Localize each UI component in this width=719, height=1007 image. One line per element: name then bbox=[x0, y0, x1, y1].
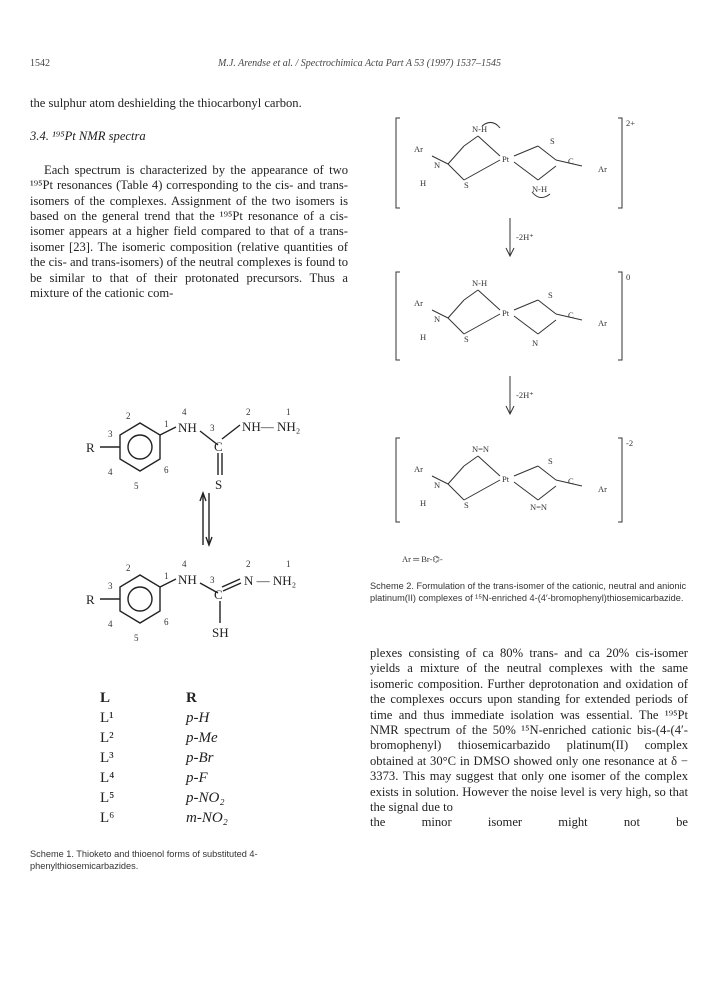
word: minor bbox=[421, 815, 452, 830]
scheme2-caption: Scheme 2. Formulation of the trans-isomer of the cationic, neutral and anionic platinum(II) complexes of ¹⁵N-enriched 4-(4′-bromophenyl)thiosemicarbazide. bbox=[370, 581, 687, 603]
s-label: S bbox=[550, 136, 555, 146]
n-label: N bbox=[532, 338, 539, 348]
substituent-cell: p-NO₂ bbox=[186, 790, 225, 806]
atom-num: 6 bbox=[164, 617, 169, 627]
running-title: M.J. Arendse et al. / Spectrochimica Acta Part A 53 (1997) 1537–1545 bbox=[218, 58, 501, 69]
table-row bbox=[100, 708, 228, 728]
table-row bbox=[100, 748, 228, 768]
continuation-paragraph-right: plexes consisting of ca 80% trans- and ca 20% cis-isomer yields a mixture of the neutral complexes with the same isomeric composition. Further deprotonation and oxidation of the complexes occurs upon standing for extended periods of time and thus immediate isolation was essential. The ¹⁹⁵Pt NMR spectrum of the 50% ¹⁵N-enriched cationic bis-(4-(4′-bromophenyl) thiosemicarbazido platinum(II) complex obtained at 30°C in DMSO showed only one resonance at δ − 3373. This may suggest that only one isomer of the complex exists in solution. However the noise level is very high, so that the signal due to bbox=[370, 646, 688, 815]
c-label: C bbox=[568, 310, 574, 320]
ligand-cell: L¹ bbox=[100, 710, 114, 726]
atom-num: 3 bbox=[108, 581, 113, 591]
atom-num: 4 bbox=[108, 619, 113, 629]
atom-num: 6 bbox=[164, 465, 169, 475]
ar-label: Ar bbox=[598, 484, 607, 494]
nh-label: N-H bbox=[532, 184, 548, 194]
atom-num: 2 bbox=[126, 411, 131, 421]
nh-label: N-H bbox=[472, 124, 488, 134]
table-row bbox=[100, 728, 228, 748]
pt-label: Pt bbox=[502, 308, 510, 318]
c-label-top: C bbox=[214, 439, 223, 454]
h-label: H bbox=[420, 332, 427, 342]
pt-label: Pt bbox=[502, 154, 510, 164]
atom-num: 2 bbox=[126, 563, 131, 573]
atom-num: 3 bbox=[108, 429, 113, 439]
atom-num: 5 bbox=[134, 633, 139, 643]
ligand-cell: L⁵ bbox=[100, 790, 115, 806]
nh-label-top: NH bbox=[178, 420, 197, 435]
ligand-cell: L⁶ bbox=[100, 810, 115, 826]
header-r: R bbox=[186, 690, 197, 706]
charge-anion: -2 bbox=[626, 438, 634, 448]
ligand-cell: L³ bbox=[100, 750, 114, 766]
charge-neutral: 0 bbox=[626, 272, 631, 282]
table-header-row bbox=[100, 688, 228, 708]
section-heading: 3.4. ¹⁹⁵Pt NMR spectra bbox=[30, 129, 146, 144]
scheme1-structures bbox=[50, 395, 350, 655]
r-label-top: R bbox=[86, 440, 95, 455]
n-label: N bbox=[434, 314, 441, 324]
deprotonation-label-2: -2H⁺ bbox=[516, 390, 534, 400]
h-label: H bbox=[420, 498, 427, 508]
word: the bbox=[370, 815, 386, 830]
word: be bbox=[676, 815, 688, 830]
header-l: L bbox=[100, 690, 111, 706]
ligand-cell: L⁴ bbox=[100, 770, 115, 786]
n-label: N bbox=[434, 160, 441, 170]
deprotonation-label-1: -2H⁺ bbox=[516, 232, 534, 242]
atom-num: 4 bbox=[182, 559, 187, 569]
atom-num: 4 bbox=[182, 407, 187, 417]
substituent-cell: p-Br bbox=[186, 750, 214, 766]
n-label: N bbox=[434, 480, 441, 490]
charge-cation: 2+ bbox=[626, 118, 636, 128]
substituent-cell: p-F bbox=[186, 770, 208, 786]
nh-label-bottom: NH bbox=[178, 572, 197, 587]
word: might bbox=[558, 815, 588, 830]
atom-num: 3 bbox=[210, 423, 215, 433]
substituent-cell: m-NO₂ bbox=[186, 810, 228, 826]
continuation-paragraph: the sulphur atom deshielding the thiocarbonyl carbon. bbox=[30, 96, 302, 110]
last-justified-line bbox=[370, 815, 688, 830]
s-label: S bbox=[464, 180, 469, 190]
table-row bbox=[100, 768, 228, 788]
s-label: S bbox=[548, 290, 553, 300]
nn-label: N=N bbox=[472, 444, 490, 454]
word: isomer bbox=[487, 815, 523, 830]
left-column-text bbox=[30, 96, 348, 301]
scheme2-structures bbox=[392, 96, 692, 576]
table-row bbox=[100, 788, 228, 808]
h-label: H bbox=[420, 178, 427, 188]
ar-definition: Ar ═ Br-⌬- bbox=[402, 554, 443, 564]
ar-label: Ar bbox=[598, 318, 607, 328]
ar-label: Ar bbox=[414, 464, 423, 474]
nn-label: N=N bbox=[530, 502, 548, 512]
atom-num: 1 bbox=[286, 559, 291, 569]
atom-num: 1 bbox=[164, 419, 169, 429]
right-column-text bbox=[370, 646, 688, 831]
running-header bbox=[30, 58, 689, 72]
c-label: C bbox=[568, 156, 574, 166]
pt-label: Pt bbox=[502, 474, 510, 484]
substituent-cell: p-H bbox=[186, 710, 210, 726]
page-number: 1542 bbox=[30, 58, 50, 69]
s-label: S bbox=[464, 500, 469, 510]
nhnh2-label: NH— NH₂ bbox=[242, 419, 301, 434]
nmr-paragraph: Each spectrum is characterized by the appearance of two ¹⁹⁵Pt resonances (Table 4) corresponding to the cis- and trans-isomers of the complexes. Assignment of the two isomers is based on the general trend that the ¹⁹⁵Pt resonance of a cis-isomer appears at a higher field compared to that of a trans-isomer [23]. The isomeric composition (relative quantities of the cis- and trans-isomers) of the neutral complexes is found to be similar to that of their protonated precursors. Thus a mixture of the cationic com- bbox=[30, 162, 348, 301]
nnh2-label: N — NH₂ bbox=[244, 573, 297, 588]
s-label: S bbox=[464, 334, 469, 344]
ar-label: Ar bbox=[414, 144, 423, 154]
nh-label: N-H bbox=[472, 278, 488, 288]
ar-label: Ar bbox=[598, 164, 607, 174]
c-label-bottom: C bbox=[214, 587, 223, 602]
atom-num: 2 bbox=[246, 559, 251, 569]
atom-num: 1 bbox=[286, 407, 291, 417]
atom-num: 4 bbox=[108, 467, 113, 477]
substituent-cell: p-Me bbox=[186, 730, 218, 746]
r-label-bottom: R bbox=[86, 592, 95, 607]
scheme1-caption: Scheme 1. Thioketo and thioenol forms of substituted 4-phenylthiosemicarbazides. bbox=[30, 849, 258, 871]
sh-label: SH bbox=[212, 625, 229, 640]
atom-num: 1 bbox=[164, 571, 169, 581]
atom-num: 2 bbox=[246, 407, 251, 417]
s-label: S bbox=[215, 477, 223, 492]
c-label: C bbox=[568, 476, 574, 486]
atom-num: 3 bbox=[210, 575, 215, 585]
word: not bbox=[623, 815, 640, 830]
s-label: S bbox=[548, 456, 553, 466]
table-row bbox=[100, 808, 228, 828]
atom-num: 5 bbox=[134, 481, 139, 491]
scheme1-ligand-table bbox=[100, 688, 228, 828]
ligand-cell: L² bbox=[100, 730, 114, 746]
ar-label: Ar bbox=[414, 298, 423, 308]
